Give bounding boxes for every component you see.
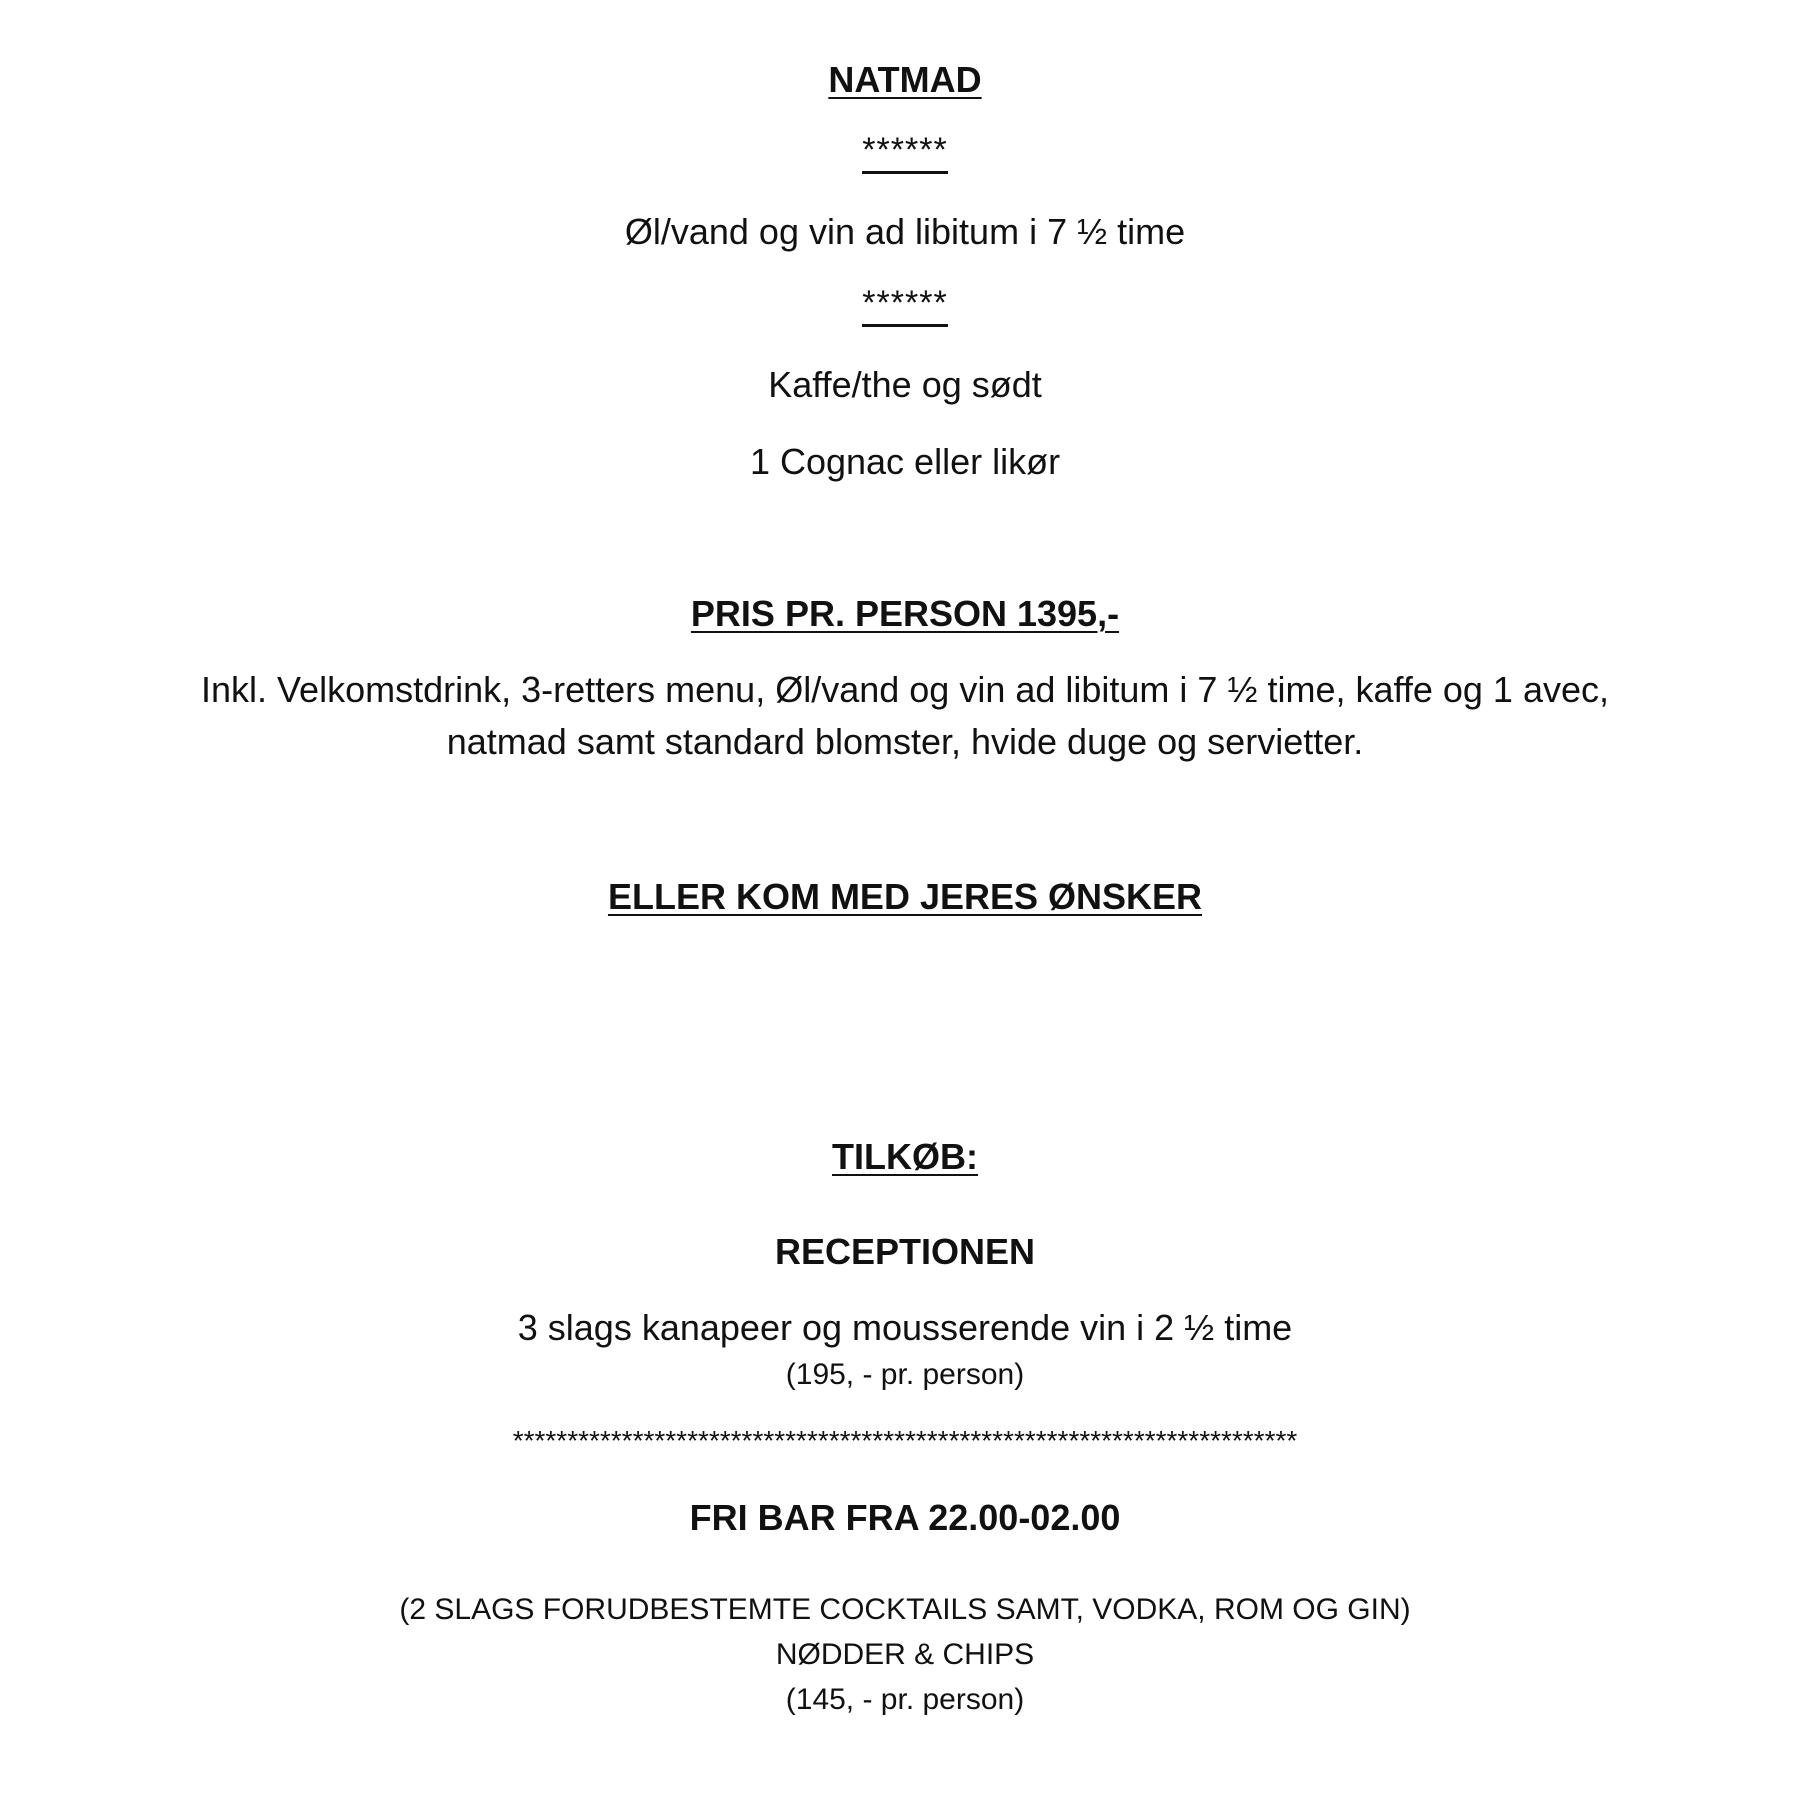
natmad-cognac: 1 Cognac eller likør (749, 441, 1061, 482)
natmad-title: NATMAD (828, 59, 982, 100)
reception-description: 3 slags kanapeer og mousserende vin i 2 ½ time (517, 1307, 1293, 1348)
price-description: Inkl. Velkomstdrink, 3-retters menu, Øl/vand og vin ad libitum i 7 ½ time, kaffe og 1 avec, natmad samt standard blomster, hvide duge og servietter. (201, 669, 1609, 763)
wishes-title: ELLER KOM MED JERES ØNSKER (607, 876, 1203, 917)
bar-price: (145, - pr. person) (785, 1683, 1025, 1716)
stars-divider-2-text: ****** (862, 285, 947, 327)
bar-description: (2 SLAGS FORUDBESTEMTE COCKTAILS SAMT, VODKA, ROM OG GIN) (399, 1593, 1411, 1626)
stars-divider-2 (0, 283, 1810, 327)
price-title: PRIS PR. PERSON 1395,- (690, 593, 1120, 634)
addons-title: TILKØB: (832, 1136, 978, 1177)
stars-divider-1 (0, 130, 1810, 174)
bar-snacks: NØDDER & CHIPS (775, 1638, 1035, 1671)
reception-price: (195, - pr. person) (785, 1358, 1025, 1391)
natmad-coffee: Kaffe/the og sødt (768, 364, 1042, 405)
reception-title: RECEPTIONEN (774, 1231, 1036, 1272)
natmad-drinks: Øl/vand og vin ad libitum i 7 ½ time (624, 211, 1186, 252)
stars-separator: ************************************************************************ (512, 1425, 1298, 1456)
bar-title: FRI BAR FRA 22.00-02.00 (689, 1497, 1121, 1538)
stars-divider-1-text: ****** (862, 132, 947, 174)
